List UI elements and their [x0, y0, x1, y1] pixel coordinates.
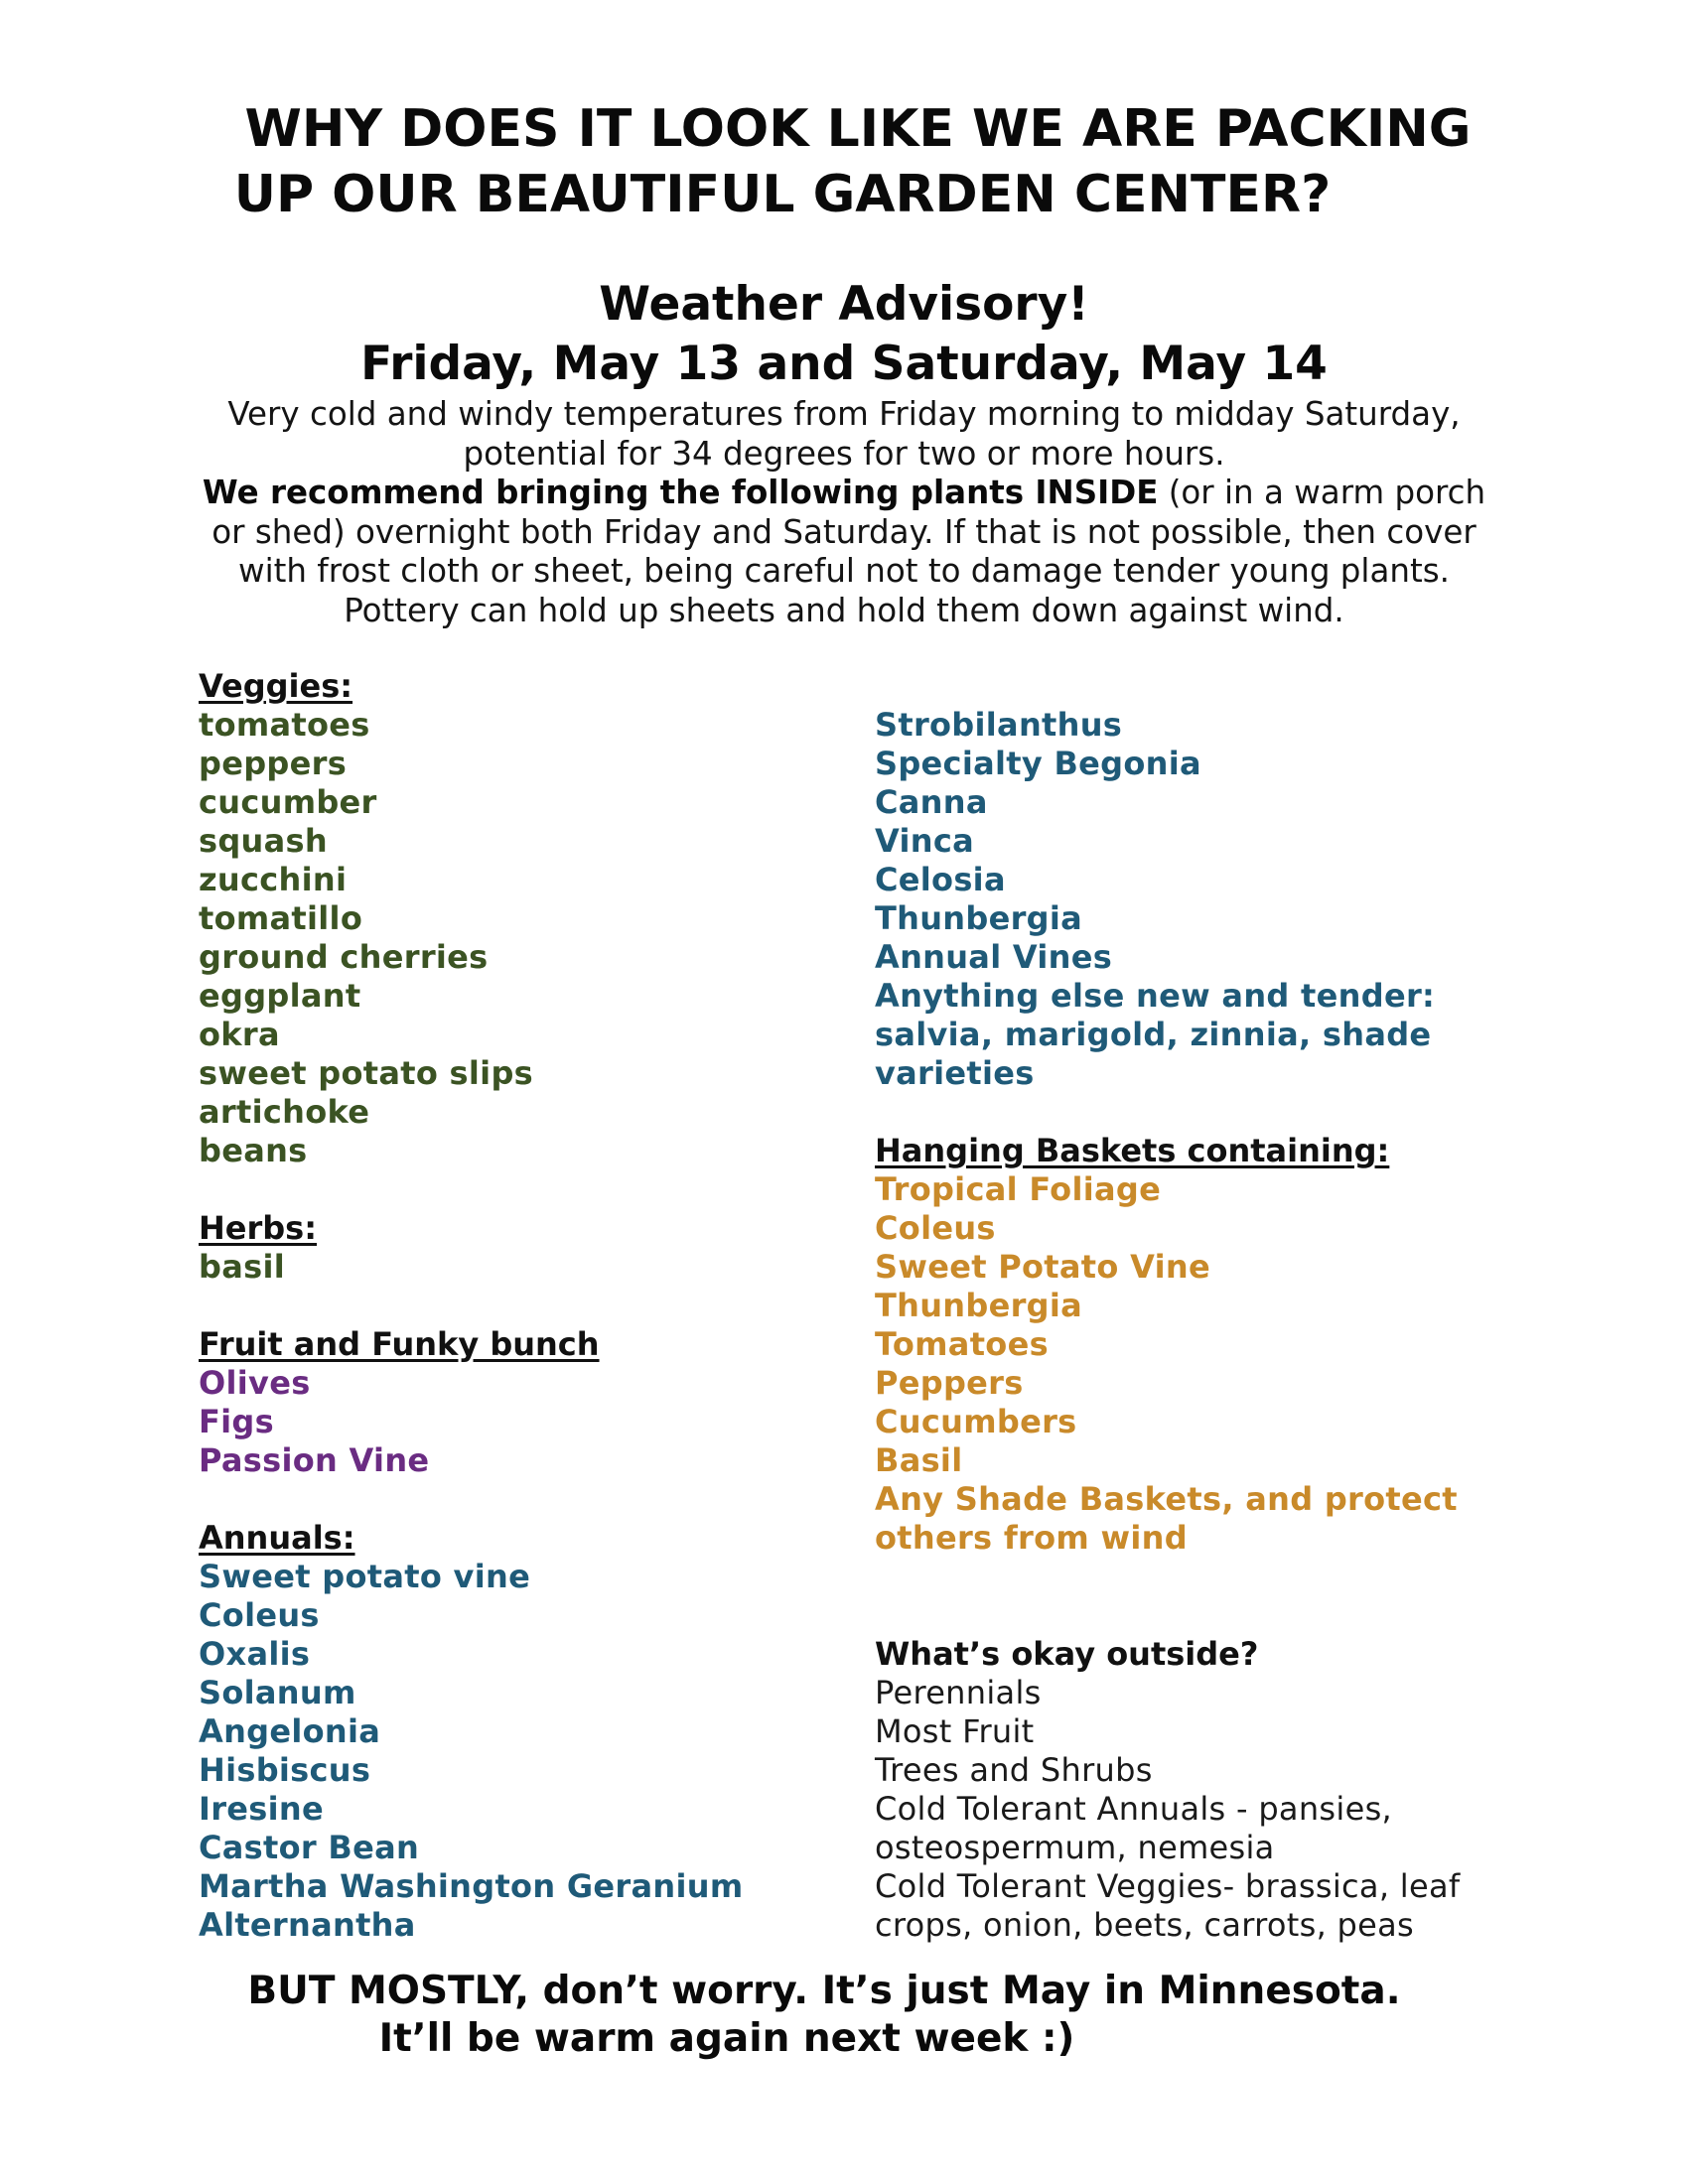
herbs-list — [199, 1248, 854, 1287]
annuals-continued-list — [875, 706, 1510, 1093]
list-item: Alternantha — [199, 1906, 416, 1944]
list-item: salvia, marigold, zinnia, shade — [875, 1016, 1432, 1053]
baskets-title: Hanging Baskets containing: — [875, 1132, 1390, 1169]
list-item: Solanum — [199, 1674, 356, 1711]
intro-line-2: potential for 34 degrees for two or more hours. — [463, 434, 1225, 473]
spacer — [199, 1287, 854, 1325]
list-item: Strobilanthus — [875, 706, 1123, 744]
list-item: Any Shade Baskets, and protect — [875, 1480, 1458, 1518]
list-item: artichoke — [199, 1093, 370, 1131]
list-item: Coleus — [199, 1596, 320, 1634]
list-item: Cold Tolerant Annuals - pansies, — [875, 1790, 1393, 1828]
list-item: Most Fruit — [875, 1712, 1035, 1750]
intro-line-5: with frost cloth or sheet, being careful not to damage tender young plants. — [238, 552, 1450, 590]
list-item: Specialty Begonia — [875, 745, 1201, 782]
list-item: Coleus — [875, 1209, 996, 1247]
advisory-dates: Friday, May 13 and Saturday, May 14 — [360, 337, 1328, 391]
list-item: Perennials — [875, 1674, 1042, 1711]
intro-paragraph — [0, 395, 1688, 630]
list-item: Basil — [875, 1441, 963, 1479]
intro-recommendation: We recommend bringing the following plants INSIDE — [202, 474, 1159, 511]
list-item: osteospermum, nemesia — [875, 1829, 1275, 1866]
list-item: peppers — [199, 745, 348, 782]
list-item: Tropical Foliage — [875, 1170, 1162, 1208]
list-item: Tomatoes — [875, 1325, 1049, 1363]
list-item: Angelonia — [199, 1712, 381, 1750]
list-item: Cucumbers — [875, 1403, 1077, 1440]
fruit-title: Fruit and Funky bunch — [199, 1325, 600, 1363]
herbs-title: Herbs: — [199, 1209, 318, 1247]
intro-line-6: Pottery can hold up sheets and hold them down against wind. — [344, 591, 1344, 629]
list-item: Vinca — [875, 822, 975, 860]
headline-line-2: UP OUR BEAUTIFUL GARDEN CENTER? — [233, 165, 1332, 224]
list-item: basil — [199, 1248, 285, 1286]
list-item: Celosia — [875, 861, 1006, 898]
veggies-title: Veggies: — [199, 667, 353, 705]
annuals-title: Annuals: — [199, 1519, 355, 1557]
list-item: Sweet potato vine — [199, 1558, 531, 1595]
annuals-list — [199, 1558, 854, 1945]
list-item: okra — [199, 1016, 280, 1053]
fruit-list — [199, 1364, 854, 1480]
list-item: squash — [199, 822, 328, 860]
list-item: Olives — [199, 1364, 311, 1402]
veggies-list — [199, 706, 854, 1170]
spacer — [199, 1170, 854, 1209]
list-item: Castor Bean — [199, 1829, 420, 1866]
list-item: Martha Washington Geranium — [199, 1867, 744, 1905]
list-item: Thunbergia — [875, 899, 1083, 937]
list-item: crops, onion, beets, carrots, peas — [875, 1906, 1415, 1944]
spacer — [875, 1558, 1510, 1596]
spacer — [875, 667, 1510, 706]
list-item: beans — [199, 1132, 308, 1169]
spacer — [199, 1480, 854, 1519]
intro-line-4: or shed) overnight both Friday and Saturday. If that is not possible, then cover — [211, 512, 1477, 551]
headline-line-1: WHY DOES IT LOOK LIKE WE ARE PACKING — [244, 99, 1472, 159]
spacer — [875, 1093, 1510, 1132]
outside-title: What’s okay outside? — [875, 1635, 1259, 1673]
intro-line-1: Very cold and windy temperatures from Friday morning to midday Saturday, — [227, 395, 1461, 433]
list-item: Hisbiscus — [199, 1751, 371, 1789]
list-item: Peppers — [875, 1364, 1024, 1402]
left-column — [199, 667, 854, 1945]
list-item: Sweet Potato Vine — [875, 1248, 1210, 1286]
list-item: Annual Vines — [875, 938, 1113, 976]
baskets-list — [875, 1170, 1510, 1558]
list-item: Thunbergia — [875, 1287, 1083, 1324]
list-item: sweet potato slips — [199, 1054, 533, 1092]
intro-line-3-rest: (or in a warm porch — [1158, 474, 1486, 511]
right-column — [875, 667, 1510, 1945]
list-item: zucchini — [199, 861, 348, 898]
list-item: varieties — [875, 1054, 1035, 1092]
list-item: eggplant — [199, 977, 361, 1015]
list-item: Trees and Shrubs — [875, 1751, 1153, 1789]
list-item: tomatoes — [199, 706, 370, 744]
spacer — [875, 1596, 1510, 1635]
advisory-heading: Weather Advisory! — [599, 277, 1089, 332]
list-item: Cold Tolerant Veggies- brassica, leaf — [875, 1867, 1461, 1905]
intro-line-3 — [0, 474, 1688, 513]
list-item: others from wind — [875, 1519, 1188, 1557]
list-item: Anything else new and tender: — [875, 977, 1436, 1015]
outside-list — [875, 1674, 1510, 1945]
list-item: tomatillo — [199, 899, 363, 937]
list-item: cucumber — [199, 783, 377, 821]
footer-line-1: BUT MOSTLY, don’t worry. It’s just May in Minnesota. — [247, 1969, 1401, 2013]
list-item: Iresine — [199, 1790, 324, 1828]
list-item: Oxalis — [199, 1635, 311, 1673]
list-item: Figs — [199, 1403, 274, 1440]
footer-line-2: It’ll be warm again next week :) — [378, 2016, 1075, 2061]
list-item: ground cherries — [199, 938, 489, 976]
list-item: Passion Vine — [199, 1441, 430, 1479]
list-item: Canna — [875, 783, 988, 821]
